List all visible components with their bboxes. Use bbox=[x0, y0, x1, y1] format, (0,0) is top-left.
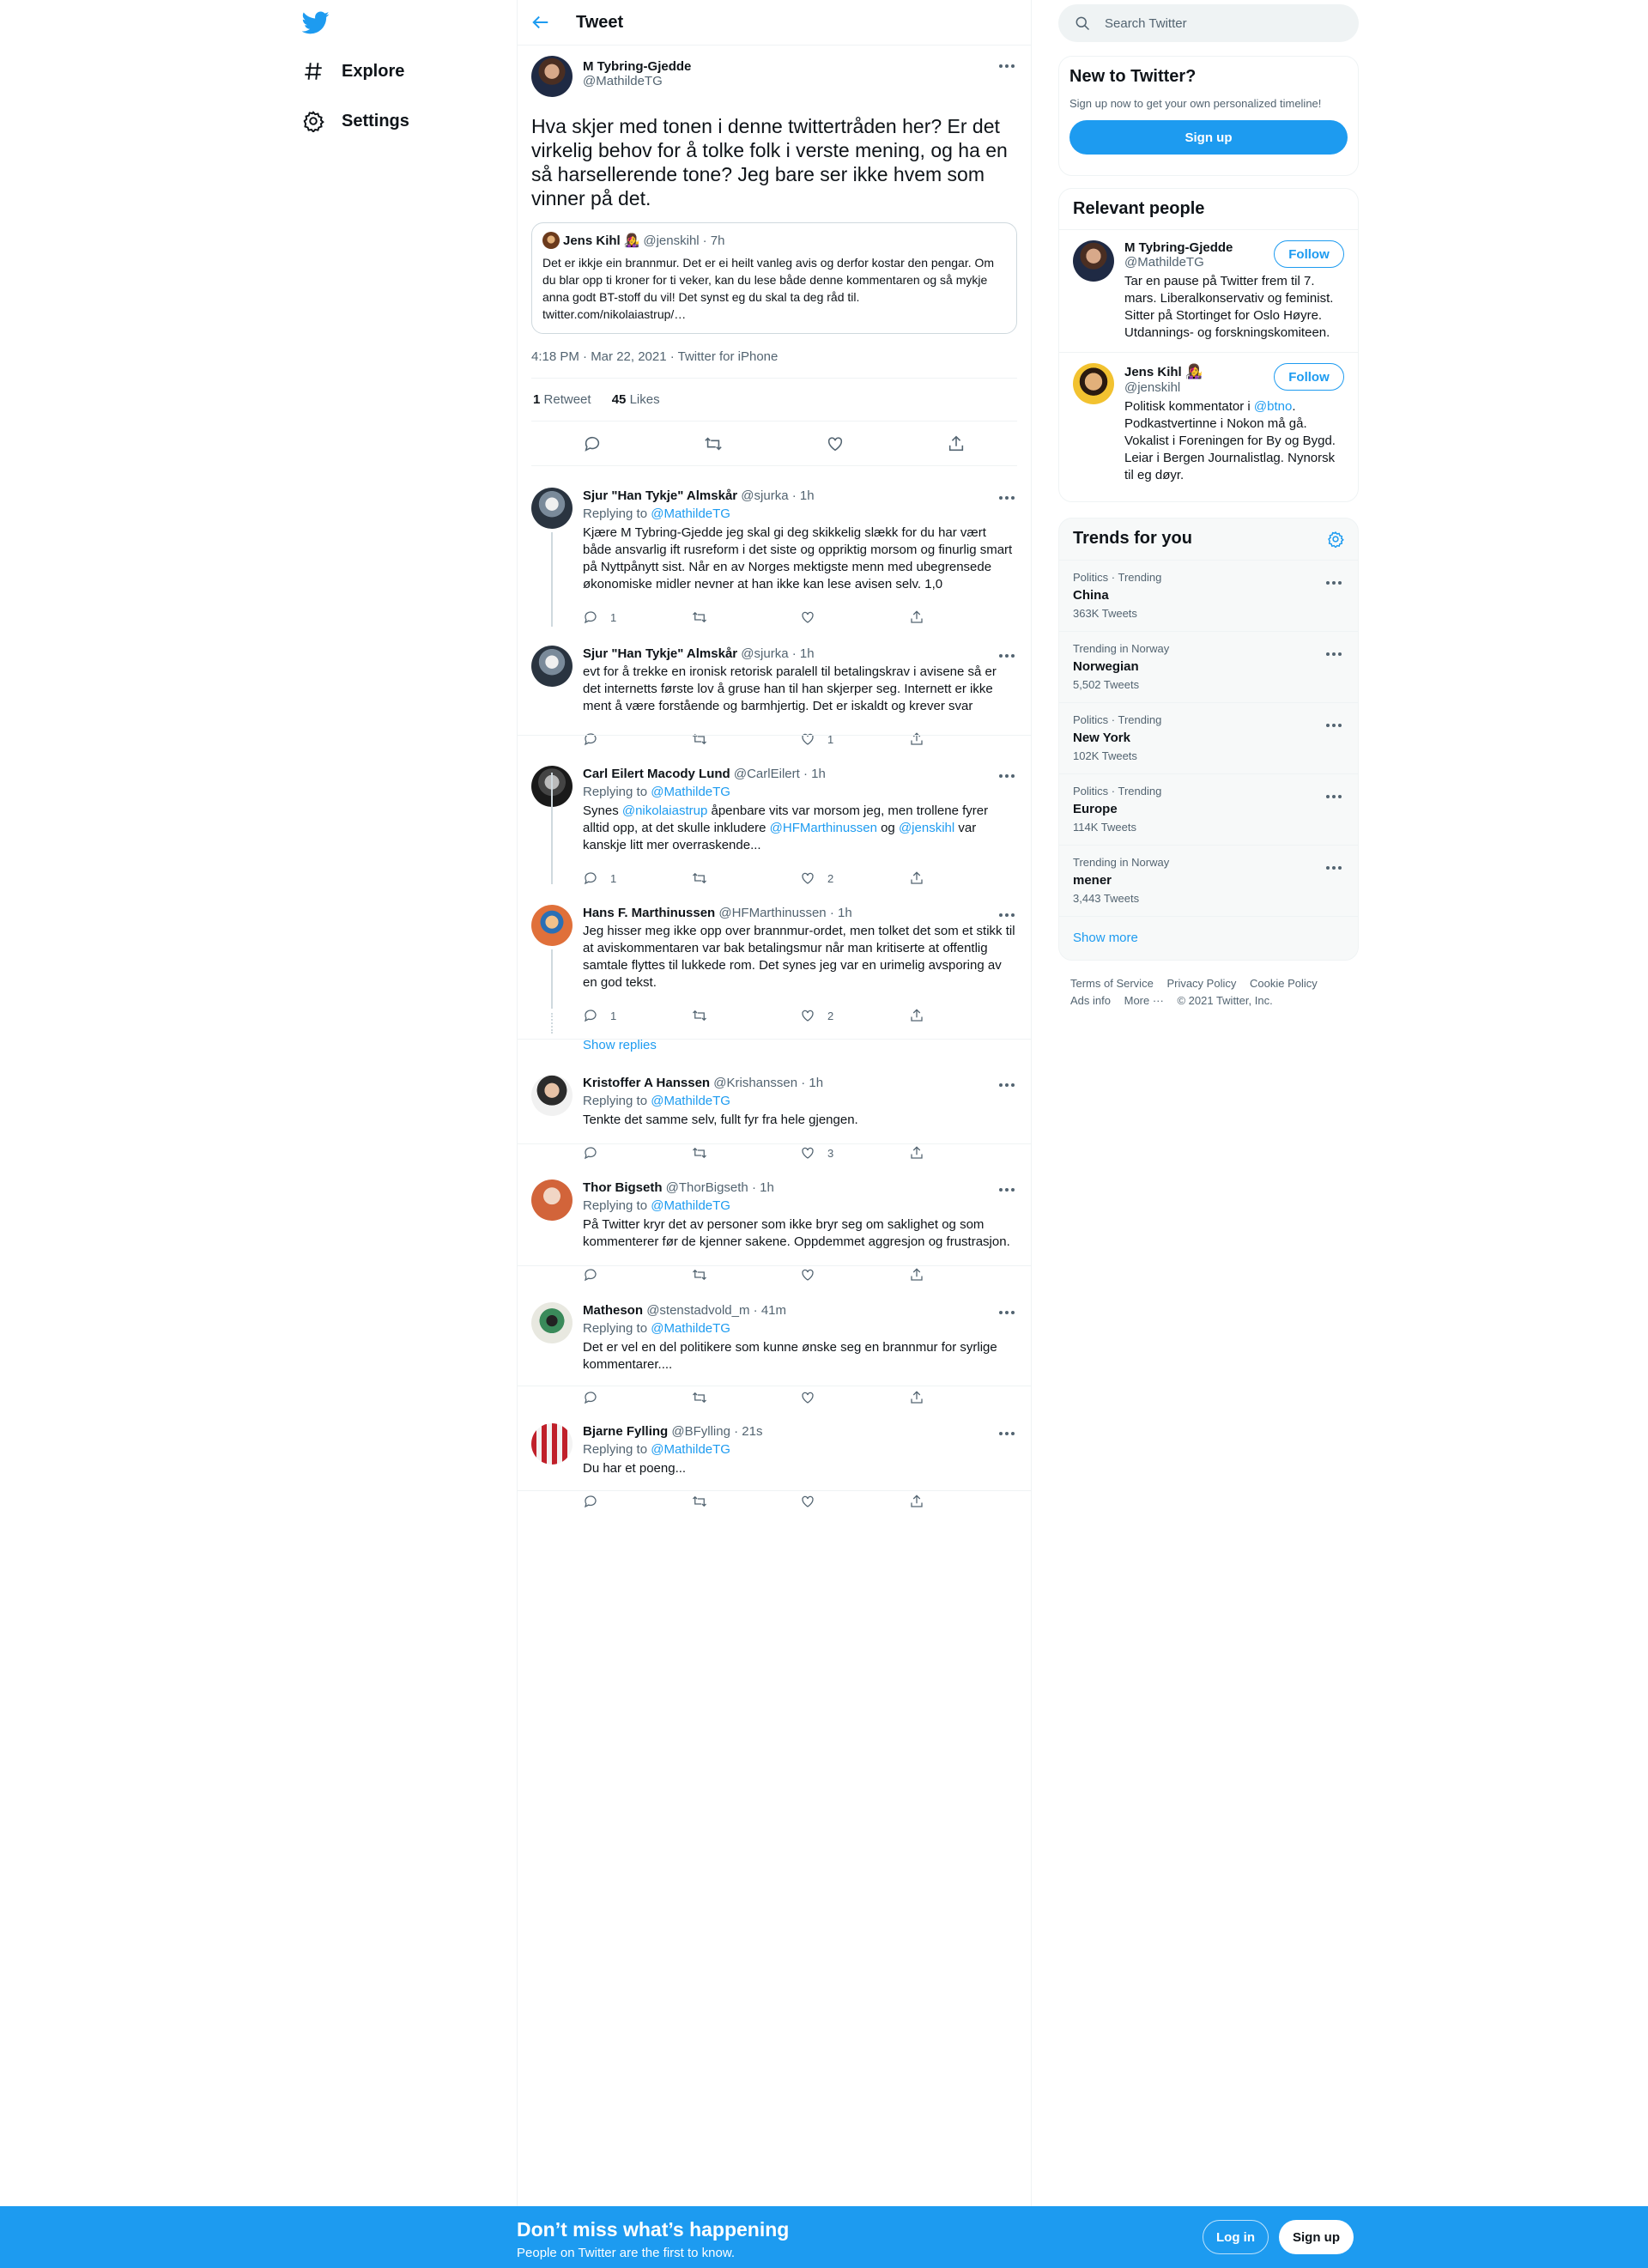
reply-time[interactable]: · 1h bbox=[791, 488, 815, 503]
terms-link[interactable]: Terms of Service bbox=[1070, 977, 1154, 990]
author-handle[interactable]: @MathildeTG bbox=[583, 74, 663, 88]
like-count[interactable]: 45 Likes bbox=[611, 392, 660, 407]
share-icon bbox=[909, 609, 924, 625]
reply-text: evt for å trekke en ironisk retorisk paralell til betalingskrav i avisene så er det internetts første lov å gruse han til han skjerper seg. Internett er ikke ment å være forstående og barmhjertig. Det er iskaldt og krever svar bbox=[583, 664, 997, 713]
relevant-person[interactable] bbox=[1059, 229, 1358, 352]
quote-time: · 7h bbox=[702, 233, 725, 248]
follow-button[interactable]: Follow bbox=[1274, 240, 1344, 268]
reply-text: Synes @nikolaiastrup åpenbare vits var morsom jeg, men trollene fyrer alltid opp, at det skulle inkludere @HFMarthinussen og @jenskihl var kanskje litt mer overraskende... bbox=[583, 804, 989, 852]
reply-text: Du har et poeng... bbox=[583, 1461, 687, 1476]
thread-line bbox=[551, 532, 553, 627]
main-tweet bbox=[518, 45, 1031, 466]
trend-count: 102K Tweets bbox=[1073, 749, 1137, 762]
trend-item[interactable] bbox=[1059, 560, 1358, 631]
trend-context: Politics · Trending bbox=[1073, 713, 1162, 726]
share-icon bbox=[909, 1390, 924, 1405]
more-options-icon[interactable] bbox=[997, 1306, 1017, 1319]
reply-button[interactable] bbox=[583, 609, 692, 625]
banner-title: Don’t miss what’s happening bbox=[517, 2218, 790, 2241]
trend-item[interactable] bbox=[1059, 631, 1358, 702]
avatar[interactable] bbox=[531, 905, 573, 946]
like-button[interactable] bbox=[800, 1008, 909, 1023]
reply-time[interactable]: · 1h bbox=[751, 1180, 774, 1195]
like-icon bbox=[800, 1390, 815, 1405]
new-to-twitter-sub: Sign up now to get your own personalized timeline! bbox=[1069, 97, 1322, 110]
replying-to: Replying to @MathildeTG bbox=[583, 785, 730, 799]
reply-button[interactable] bbox=[583, 1008, 692, 1023]
more-options-icon[interactable] bbox=[997, 1078, 1017, 1092]
show-more-link[interactable]: Show more bbox=[1059, 916, 1358, 959]
like-icon bbox=[800, 1008, 815, 1023]
signup-banner bbox=[0, 2206, 1648, 2268]
divider bbox=[518, 1143, 1031, 1144]
like-count: 2 bbox=[827, 871, 834, 885]
more-options-icon[interactable] bbox=[1324, 719, 1344, 732]
person-name[interactable]: Jens Kihl bbox=[1124, 365, 1182, 379]
retweet-icon bbox=[692, 731, 707, 747]
like-icon bbox=[800, 609, 815, 625]
cookie-link[interactable]: Cookie Policy bbox=[1249, 977, 1318, 990]
twitter-logo-icon[interactable] bbox=[302, 9, 330, 36]
replying-to: Replying to @MathildeTG bbox=[583, 1442, 730, 1457]
person-bio: Tar en pause på Twitter frem til 7. mars. Liberalkonservativ og feminist. Sitter på Stortinget for Oslo Høyre. Utdannings- og forskningskomiteen. bbox=[1124, 274, 1334, 340]
hashtag-icon bbox=[302, 60, 324, 82]
reply-button[interactable] bbox=[583, 1390, 692, 1405]
replying-to: Replying to @MathildeTG bbox=[583, 1198, 730, 1213]
replying-to-link[interactable]: @MathildeTG bbox=[651, 1321, 730, 1336]
person-name[interactable]: M Tybring-Gjedde bbox=[1124, 240, 1233, 255]
reply-author-handle[interactable]: @CarlEilert bbox=[733, 767, 800, 781]
retweet-icon bbox=[692, 1390, 707, 1405]
replying-to-link[interactable]: @MathildeTG bbox=[651, 1198, 730, 1213]
retweet-icon bbox=[692, 609, 707, 625]
trend-name: New York bbox=[1073, 731, 1130, 745]
quote-text: Det er ikkje ein brannmur. Det er ei heilt vanleg avis og derfor kostar den pengar. Om du blar opp ti kroner for ti veker, kan du lese både denne kommentaren og så mykje anna godt BT-stoff du vil! Det synst eg du skal ta deg råd til. twitter.com/nikolaiastrup/… bbox=[542, 256, 995, 321]
replying-to-link[interactable]: @MathildeTG bbox=[651, 1442, 730, 1457]
reply-time[interactable]: · 1h bbox=[803, 767, 826, 781]
reply-button[interactable] bbox=[583, 731, 692, 747]
follow-button[interactable]: Follow bbox=[1274, 363, 1344, 391]
retweet-button[interactable] bbox=[692, 1390, 801, 1405]
trend-context: Politics · Trending bbox=[1073, 571, 1162, 584]
reply-icon bbox=[583, 1494, 598, 1509]
avatar[interactable] bbox=[531, 1423, 573, 1464]
reply-icon bbox=[583, 870, 598, 886]
back-arrow-icon[interactable] bbox=[531, 13, 550, 32]
reply-text: Det er vel en del politikere som kunne ønske seg en brannmur for syrlige kommentarer.... bbox=[583, 1340, 997, 1372]
page-header bbox=[518, 0, 1031, 45]
avatar[interactable] bbox=[531, 1075, 573, 1116]
nav-explore-label: Explore bbox=[342, 61, 405, 81]
like-count: 3 bbox=[827, 1146, 834, 1160]
trend-context: Trending in Norway bbox=[1073, 642, 1170, 655]
replying-to-link[interactable]: @MathildeTG bbox=[651, 785, 730, 799]
retweet-icon bbox=[692, 1267, 707, 1283]
trend-count: 363K Tweets bbox=[1073, 607, 1137, 620]
reply-icon[interactable] bbox=[583, 434, 602, 453]
show-replies-link[interactable]: Show replies bbox=[583, 1038, 657, 1052]
thread-line bbox=[551, 949, 553, 1009]
reply-actions bbox=[583, 1000, 1017, 1031]
divider bbox=[518, 735, 1031, 736]
like-icon bbox=[800, 870, 815, 886]
banner-sign-up-button[interactable]: Sign up bbox=[1279, 2220, 1354, 2254]
trend-context: Politics · Trending bbox=[1073, 785, 1162, 797]
retweet-button[interactable] bbox=[692, 731, 801, 747]
share-button[interactable] bbox=[909, 731, 1018, 747]
reply-icon bbox=[583, 1008, 598, 1023]
trend-count: 5,502 Tweets bbox=[1073, 678, 1140, 691]
reply-count: 1 bbox=[610, 610, 617, 624]
avatar[interactable] bbox=[531, 646, 573, 687]
reply-text: Jeg hisser meg ikke opp over brannmur-ordet, men tolket det som et stikk til at aviskommentaren var bak betalingsmur når man kritiserte at offentlig samtale flyttes til lukkede rom. Det synes jeg var en urimelig avsporing av en god tekst. bbox=[583, 924, 1015, 990]
reply-tweet[interactable] bbox=[518, 1415, 1031, 1517]
relevant-people-title: Relevant people bbox=[1073, 199, 1205, 218]
reply-icon bbox=[583, 1390, 598, 1405]
new-to-twitter-box bbox=[1058, 56, 1359, 176]
replying-to: Replying to @MathildeTG bbox=[583, 1321, 730, 1336]
reply-button[interactable] bbox=[583, 870, 692, 886]
trend-name: Europe bbox=[1073, 802, 1118, 816]
trend-item[interactable] bbox=[1059, 773, 1358, 845]
reply-author-name[interactable]: Hans F. Marthinussen bbox=[583, 906, 716, 920]
more-options-icon[interactable] bbox=[1324, 861, 1344, 875]
trends-box bbox=[1058, 518, 1359, 961]
reply-author-handle[interactable]: @ThorBigseth bbox=[665, 1180, 748, 1195]
reply-button[interactable] bbox=[583, 1494, 692, 1509]
more-options-icon[interactable] bbox=[997, 649, 1017, 663]
reply-tweet[interactable] bbox=[518, 479, 1031, 633]
trends-list bbox=[1059, 560, 1358, 916]
reply-tweet[interactable] bbox=[518, 1294, 1031, 1413]
retweet-icon bbox=[692, 1008, 707, 1023]
reply-tweet[interactable] bbox=[518, 637, 1031, 755]
retweet-button[interactable] bbox=[692, 1494, 801, 1509]
trend-item[interactable] bbox=[1059, 845, 1358, 916]
reply-actions bbox=[583, 1259, 1017, 1290]
reply-actions bbox=[583, 1137, 1017, 1168]
quote-author-name: Jens Kihl bbox=[563, 233, 621, 248]
reply-author-handle[interactable]: @BFylling bbox=[671, 1424, 730, 1439]
log-in-button[interactable]: Log in bbox=[1203, 2220, 1269, 2254]
retweet-button[interactable] bbox=[692, 609, 801, 625]
thread-line bbox=[551, 773, 553, 884]
nav-settings[interactable] bbox=[302, 97, 409, 145]
like-button[interactable] bbox=[800, 731, 909, 747]
more-options-icon[interactable] bbox=[997, 769, 1017, 783]
like-icon bbox=[800, 1145, 815, 1161]
more-options-icon[interactable] bbox=[997, 908, 1017, 922]
reply-author-handle[interactable]: @sjurka bbox=[741, 488, 789, 503]
tweet-text: Hva skjer med tonen i denne twittertråden her? Er det virkelig behov for å tolke folk i verste mening, og ha en så harsellerende tone? Jeg bare ser ikke hvem som vinner på det. bbox=[531, 115, 1008, 209]
share-button[interactable] bbox=[909, 1145, 1018, 1161]
reply-icon bbox=[583, 1145, 598, 1161]
reply-time[interactable]: · 1h bbox=[829, 906, 852, 920]
search-input[interactable] bbox=[1058, 4, 1359, 42]
replying-to: Replying to @MathildeTG bbox=[583, 506, 730, 521]
reply-actions bbox=[583, 602, 1017, 633]
gear-icon[interactable] bbox=[1327, 531, 1344, 548]
reply-icon bbox=[583, 609, 598, 625]
reply-tweet[interactable] bbox=[518, 1066, 1031, 1168]
new-to-twitter-title: New to Twitter? bbox=[1069, 67, 1197, 86]
mention-link[interactable]: @jenskihl bbox=[898, 821, 955, 835]
reply-time[interactable]: · 41m bbox=[753, 1303, 786, 1318]
like-icon[interactable] bbox=[826, 434, 845, 453]
reply-author-name[interactable]: Kristoffer A Hanssen bbox=[583, 1076, 711, 1090]
divider bbox=[518, 1039, 1031, 1040]
quoted-tweet[interactable] bbox=[531, 222, 1017, 334]
trend-name: Norwegian bbox=[1073, 659, 1139, 674]
reply-text: Kjære M Tybring-Gjedde jeg skal gi deg skikkelig slækk for du har vært både ansvarlig ift rusreform i det siste og oppriktig morsom og finurlig smart på Nyttpånytt sist. Når en av Norges mektigste menn med ubegrensede økonomiske midler nevner at han ikke kan lese avisen selv. 1,0 bbox=[583, 525, 1013, 591]
person-handle[interactable]: @MathildeTG bbox=[1124, 255, 1204, 270]
share-icon bbox=[909, 1008, 924, 1023]
reply-time[interactable]: · 1h bbox=[791, 646, 815, 661]
relevant-people-box bbox=[1058, 188, 1359, 502]
copyright: © 2021 Twitter, Inc. bbox=[1177, 994, 1273, 1007]
share-button[interactable] bbox=[909, 1390, 1018, 1405]
gear-icon bbox=[302, 110, 324, 132]
reply-author-name[interactable]: Carl Eilert Macody Lund bbox=[583, 767, 730, 781]
reply-author-handle[interactable]: @HFMarthinussen bbox=[718, 906, 827, 920]
sign-up-button[interactable]: Sign up bbox=[1069, 120, 1348, 155]
reply-author-name[interactable]: Sjur "Han Tykje" Almskår bbox=[583, 646, 738, 661]
ads-link[interactable]: Ads info bbox=[1070, 994, 1111, 1007]
trends-title: Trends for you bbox=[1073, 529, 1192, 548]
reply-author-name[interactable]: Matheson bbox=[583, 1303, 644, 1318]
more-options-icon[interactable] bbox=[1324, 576, 1344, 590]
avatar[interactable] bbox=[531, 56, 573, 97]
trend-context: Trending in Norway bbox=[1073, 856, 1170, 869]
like-icon bbox=[800, 1494, 815, 1509]
more-options-icon[interactable] bbox=[997, 1183, 1017, 1197]
person-emoji: 👩‍🎤 bbox=[1185, 365, 1203, 379]
like-count: 2 bbox=[827, 1009, 834, 1022]
retweet-count[interactable]: 1 Retweet bbox=[533, 392, 591, 407]
bio-link[interactable]: @btno bbox=[1253, 399, 1293, 414]
reply-author-handle[interactable]: @Krishanssen bbox=[713, 1076, 798, 1090]
divider bbox=[518, 1490, 1031, 1491]
reply-time[interactable]: · 1h bbox=[801, 1076, 824, 1090]
like-button[interactable] bbox=[800, 1267, 909, 1283]
reply-icon bbox=[583, 1267, 598, 1283]
person-bio: Politisk kommentator i @btno. Podkastvertinne i Nokon må gå. Vokalist i Foreningen for By og Bygd. Leiar i Bergen Journalistlag. Nynorsk til eg døyr. bbox=[1124, 399, 1336, 482]
avatar[interactable] bbox=[531, 488, 573, 529]
share-button[interactable] bbox=[909, 1494, 1018, 1509]
reply-tweet[interactable] bbox=[518, 896, 1031, 1057]
more-options-icon[interactable] bbox=[997, 59, 1017, 73]
reply-actions bbox=[583, 863, 1017, 894]
retweet-button[interactable] bbox=[692, 1145, 801, 1161]
quote-avatar bbox=[542, 232, 560, 249]
share-button[interactable] bbox=[909, 1267, 1018, 1283]
reply-tweet[interactable] bbox=[518, 1171, 1031, 1290]
search-icon bbox=[1074, 15, 1091, 32]
share-button[interactable] bbox=[909, 870, 1018, 886]
replying-to-link[interactable]: @MathildeTG bbox=[651, 506, 730, 521]
like-button[interactable] bbox=[800, 609, 909, 625]
like-button[interactable] bbox=[800, 1494, 909, 1509]
like-button[interactable] bbox=[800, 1390, 909, 1405]
like-icon bbox=[800, 1267, 815, 1283]
reply-tweet[interactable] bbox=[518, 757, 1031, 894]
main-column bbox=[517, 0, 1032, 2206]
share-icon bbox=[909, 1267, 924, 1283]
share-button[interactable] bbox=[909, 1008, 1018, 1023]
like-count: 1 bbox=[827, 732, 834, 746]
share-icon bbox=[909, 731, 924, 747]
avatar[interactable] bbox=[531, 1179, 573, 1221]
mention-link[interactable]: @HFMarthinussen bbox=[769, 821, 877, 835]
reply-actions bbox=[583, 724, 1017, 755]
nav-settings-label: Settings bbox=[342, 111, 409, 130]
tweet-meta[interactable]: 4:18 PM · Mar 22, 2021 · Twitter for iPhone bbox=[531, 349, 1017, 379]
thread-dots bbox=[551, 1013, 553, 1034]
relevant-person[interactable] bbox=[1059, 352, 1358, 494]
like-button[interactable] bbox=[800, 1145, 909, 1161]
tweet-actions bbox=[531, 421, 1017, 466]
reply-text: På Twitter kryr det av personer som ikke bryr seg om saklighet og som kommenterer før de kjenner sakene. Oppdemmet aggresjon og frustrasjon. bbox=[583, 1217, 1010, 1249]
trend-name: China bbox=[1073, 588, 1109, 603]
reply-button[interactable] bbox=[583, 1145, 692, 1161]
quote-emoji: 👩‍🎤 bbox=[623, 233, 640, 248]
avatar[interactable] bbox=[1073, 363, 1114, 404]
like-button[interactable] bbox=[800, 870, 909, 886]
reply-time[interactable]: · 21s bbox=[734, 1424, 763, 1439]
reply-actions bbox=[583, 1382, 1017, 1413]
avatar[interactable] bbox=[531, 1302, 573, 1343]
reply-text: Tenkte det samme selv, fullt fyr fra hele gjengen. bbox=[583, 1113, 858, 1127]
reply-count: 1 bbox=[610, 1009, 617, 1022]
search-placeholder: Search Twitter bbox=[1105, 15, 1187, 31]
quote-handle: @jenskihl bbox=[643, 233, 700, 248]
privacy-link[interactable]: Privacy Policy bbox=[1166, 977, 1237, 990]
like-icon bbox=[800, 731, 815, 747]
tweet-stats bbox=[531, 379, 1017, 421]
more-options-icon[interactable] bbox=[1324, 647, 1344, 661]
share-icon bbox=[909, 1145, 924, 1161]
trend-count: 114K Tweets bbox=[1073, 821, 1136, 834]
reply-author-handle[interactable]: @stenstadvold_m bbox=[646, 1303, 750, 1318]
retweet-icon bbox=[692, 1145, 707, 1161]
reply-author-handle[interactable]: @sjurka bbox=[741, 646, 789, 661]
retweet-icon[interactable] bbox=[704, 434, 723, 453]
reply-icon bbox=[583, 731, 598, 747]
reply-author-name[interactable]: Thor Bigseth bbox=[583, 1180, 663, 1195]
trend-name: mener bbox=[1073, 873, 1112, 888]
replying-to: Replying to @MathildeTG bbox=[583, 1094, 730, 1108]
share-button[interactable] bbox=[909, 609, 1018, 625]
reply-count: 1 bbox=[610, 871, 617, 885]
reply-button[interactable] bbox=[583, 1267, 692, 1283]
author-name[interactable]: M Tybring-Gjedde bbox=[583, 59, 692, 74]
retweet-button[interactable] bbox=[692, 1267, 801, 1283]
trend-item[interactable] bbox=[1059, 702, 1358, 773]
retweet-icon bbox=[692, 870, 707, 886]
share-icon bbox=[909, 870, 924, 886]
footer-links bbox=[1070, 975, 1354, 1010]
mention-link[interactable]: @nikolaiastrup bbox=[621, 804, 708, 818]
person-handle[interactable]: @jenskihl bbox=[1124, 380, 1181, 395]
retweet-icon bbox=[692, 1494, 707, 1509]
trend-count: 3,443 Tweets bbox=[1073, 892, 1140, 905]
banner-subtitle: People on Twitter are the first to know. bbox=[517, 2246, 736, 2260]
avatar[interactable] bbox=[1073, 240, 1114, 282]
share-icon[interactable] bbox=[947, 434, 966, 453]
more-options-icon[interactable] bbox=[997, 1427, 1017, 1440]
share-icon bbox=[909, 1494, 924, 1509]
more-options-icon[interactable] bbox=[997, 491, 1017, 505]
replying-to-link[interactable]: @MathildeTG bbox=[651, 1094, 730, 1108]
retweet-button[interactable] bbox=[692, 870, 801, 886]
page-title: Tweet bbox=[576, 12, 624, 32]
more-options-icon[interactable] bbox=[1324, 790, 1344, 804]
more-link[interactable]: More ··· bbox=[1124, 994, 1164, 1007]
divider bbox=[518, 1265, 1031, 1266]
reply-author-name[interactable]: Bjarne Fylling bbox=[583, 1424, 669, 1439]
nav-explore[interactable] bbox=[302, 47, 404, 95]
retweet-button[interactable] bbox=[692, 1008, 801, 1023]
reply-author-name[interactable]: Sjur "Han Tykje" Almskår bbox=[583, 488, 738, 503]
